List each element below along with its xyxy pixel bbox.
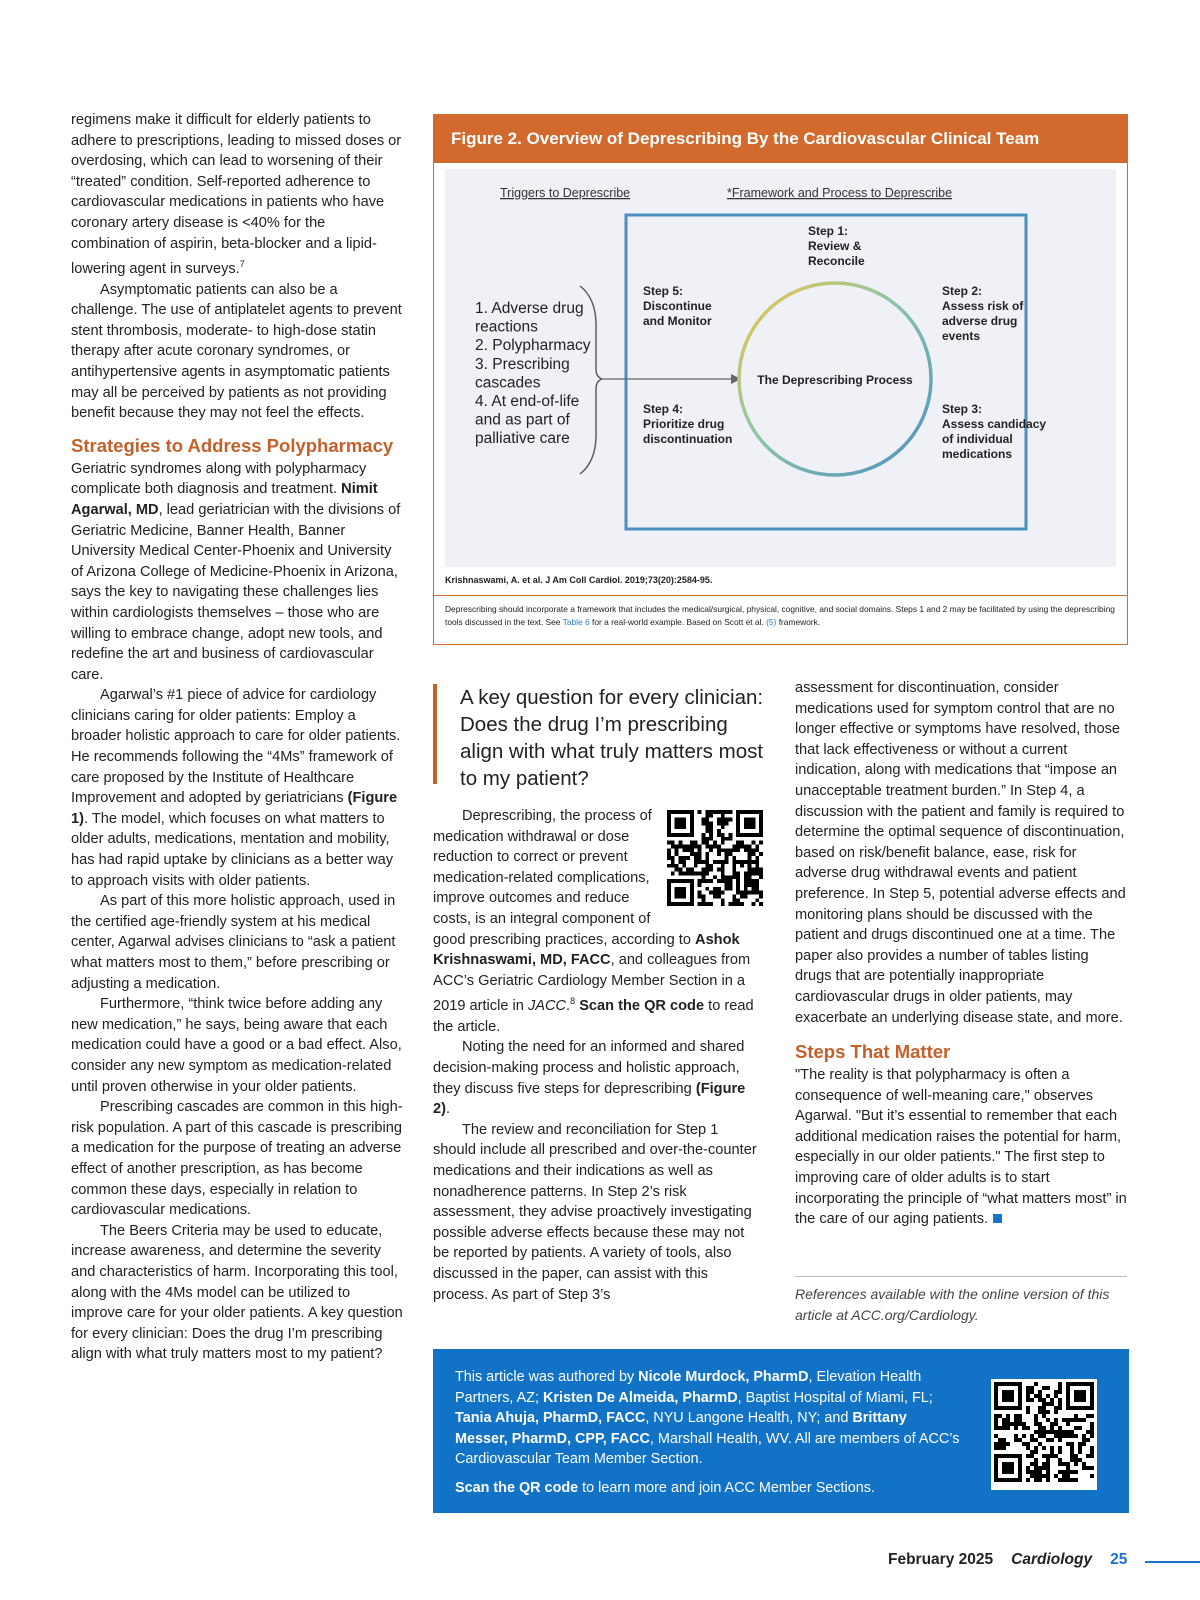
member-sections-qr-code[interactable] bbox=[991, 1379, 1097, 1490]
person-name: Ashok Krishnaswami, MD, FACC bbox=[433, 931, 740, 969]
step2-line: Step 2: bbox=[942, 284, 983, 298]
paragraph: The review and reconciliation for Step 1 should include all prescribed and over-the-counter medications and their indications as well as nonadherence patterns. In Step 2’s risk assessment, they advise proactively investigating possible adverse effects because these may not be reported by patients. A variety of tools, also discussed in the paper, can assist with this process. As part of Step 3’s bbox=[433, 1121, 757, 1303]
references-note: References available with the online version of this article at ACC.org/Cardiology. bbox=[795, 1286, 1110, 1323]
center-label: The Deprescribing Process bbox=[757, 373, 913, 387]
figure-caption: Deprescribing should incorporate a framework that includes the medical/surgical, physical, cognitive, and social domains. Steps 1 and 2 may be facilitated by using the deprescribing tools discussed in the text. See Table 6 for a real-world example. Based on Scott et al. (5) framework. bbox=[445, 604, 1115, 627]
step3-line: Assess candidacy bbox=[942, 417, 1047, 431]
section-heading: Steps That Matter bbox=[795, 1041, 951, 1063]
scan-qr-callout: Scan the QR code bbox=[579, 998, 705, 1015]
triggers-list-line: palliative care bbox=[475, 430, 570, 448]
step1-line: Step 1: bbox=[808, 224, 849, 238]
figure-divider bbox=[434, 595, 1127, 596]
member-sections-cta: Scan the QR code to learn more and join ACC Member Sections. bbox=[455, 1479, 875, 1496]
figure-2 bbox=[433, 114, 1128, 645]
deprescribing-diagram bbox=[445, 169, 1116, 567]
step4-line: Prioritize drug bbox=[643, 417, 725, 431]
paragraph: "The reality is that polypharmacy is often a consequence of well-meaning care," observes Agarwal. "But it’s essential to remember that each additional medication raises the potential for harm, especially in our older patients." The first step to improving care of older adults is to start incorporating the principle of “what matters most” in the care of our aging patients. bbox=[795, 1067, 1127, 1228]
pull-quote: A key question for every clinician: Does the drug I’m prescribing align with what truly matters most to my patient? bbox=[433, 684, 768, 784]
step-3-label bbox=[942, 402, 1046, 461]
qr-code-graphic bbox=[667, 810, 763, 906]
step3-line: medications bbox=[942, 447, 1013, 461]
triggers-list-line: 4. At end-of-life bbox=[475, 393, 580, 410]
step1-line: Reconcile bbox=[808, 254, 865, 268]
article-qr-code[interactable] bbox=[667, 810, 763, 906]
page-footer bbox=[888, 1551, 1127, 1569]
figure-citation: Krishnaswami, A. et al. J Am Coll Cardiol. 2019;73(20):2584-95. bbox=[445, 575, 713, 585]
triggers-list-line: 3. Prescribing bbox=[475, 355, 570, 373]
step-2-label bbox=[942, 284, 1024, 343]
step2-line: events bbox=[942, 329, 981, 343]
figure-title: Figure 2. Overview of Deprescribing By the Cardiovascular Clinical Team bbox=[434, 115, 1127, 163]
paragraph: Deprescribing, the process of medication withdrawal or dose reduction to correct or prevent medication-related complications, improve outcomes and reduce costs, is an integral component of good prescribing practices, according to Ashok Krishnaswami, MD, FACC, and colleagues from ACC’s Geriatric Cardiology Member Section in a 2019 article in JACC.$^8$ Scan the QR code to read the article. bbox=[433, 808, 754, 1035]
step3-line: of individual bbox=[942, 432, 1013, 446]
table-link[interactable]: Table 6 bbox=[562, 617, 590, 627]
step-5-label bbox=[643, 284, 712, 328]
footer-rule bbox=[1145, 1561, 1200, 1563]
triggers-list-line: and as part of bbox=[475, 411, 570, 429]
paragraph: Furthermore, “think twice before adding any new medication,” he says, being aware that each medication could have a good or a bad effect. Also, consider any new symptom as medication-related until proven otherwise in your older patients. bbox=[71, 996, 402, 1095]
step5-line: Step 5: bbox=[643, 284, 684, 298]
step3-line: Step 3: bbox=[942, 402, 983, 416]
section-heading: Strategies to Address Polypharmacy bbox=[71, 434, 394, 456]
triggers-list-line: 1. Adverse drug bbox=[475, 300, 584, 317]
right-column bbox=[795, 678, 1127, 1230]
left-column bbox=[71, 110, 403, 1365]
issue-date: February 2025 bbox=[888, 1551, 994, 1568]
reference-link[interactable]: (5) bbox=[766, 617, 777, 627]
paragraph: As part of this more holistic approach, used in the certified age-friendly system at his medical center, Agarwal advises clinicians to “ask a patient what matters most to them,” before prescribing or adjusting a medication. bbox=[71, 893, 396, 992]
step2-line: Assess risk of bbox=[942, 299, 1024, 313]
paragraph: Geriatric syndromes along with polypharmacy complicate both diagnosis and treatment. Nimit Agarwal, MD, lead geriatrician with the divisions of Geriatric Medicine, Banner Health, Banner University Medical Center-Phoenix and University of Arizona College of Medicine-Phoenix in Arizona, says the key to navigating these challenges lies within cardiologists themselves – those who are willing to embrace change, adopt new tools, and redefine the art and business of cardiovascular care. bbox=[71, 460, 401, 683]
framework-header: *Framework and Process to Deprescribe bbox=[727, 186, 953, 200]
figure-ref: (Figure 2) bbox=[433, 1080, 746, 1118]
figure-diagram bbox=[445, 169, 1116, 567]
page-number: 25 bbox=[1110, 1551, 1128, 1568]
paragraph: Noting the need for an informed and shared decision-making process and holistic approach, they discuss five steps for deprescribing (Figure 2). bbox=[433, 1039, 746, 1118]
paragraph: Agarwal’s #1 piece of advice for cardiology clinicians caring for older patients: Employ a broader holistic approach to care for older patients. He recommends following the “4Ms” framework of care proposed by the Institute of Healthcare Improvement and adopted by geriatricians (Figure 1). The model, which focuses on what matters to older adults, medications, mentation and mobility, has had rapid uptake by clinicians as a better way to approach visits with older patients. bbox=[71, 687, 401, 889]
paragraph: Prescribing cascades are common in this high-risk population. A part of this cascade is prescribing a medication for the purpose of treating an adverse effect of another prescription, as has become common these days, especially in relation to cardiovascular medications. bbox=[71, 1099, 403, 1219]
triggers-header: Triggers to Deprescribe bbox=[500, 186, 631, 200]
step-1-label bbox=[808, 224, 865, 268]
step4-line: discontinuation bbox=[643, 432, 733, 446]
step5-line: Discontinue bbox=[643, 299, 712, 313]
triggers-list-line: reactions bbox=[475, 318, 538, 336]
step4-line: Step 4: bbox=[643, 402, 684, 416]
authors-box bbox=[433, 1349, 1129, 1513]
figure-ref: (Figure 1) bbox=[71, 790, 398, 827]
step1-line: Review & bbox=[808, 239, 862, 253]
qr-code-graphic bbox=[994, 1382, 1094, 1482]
step2-line: adverse drug bbox=[942, 314, 1018, 328]
triggers-list-line: cascades bbox=[475, 374, 541, 392]
paragraph: Asymptomatic patients can also be a challenge. The use of antiplatelet agents to prevent stent thrombosis, moderate- to high-dose statin therapy after acute coronary syndromes, or antihypertensive agents in asymptomatic patients may all be perceived by patients as not providing benefit because they may not feel the effects. bbox=[71, 281, 402, 422]
triggers-list bbox=[475, 300, 591, 447]
step-4-label bbox=[643, 402, 732, 446]
middle-column bbox=[433, 806, 763, 1305]
step5-line: and Monitor bbox=[643, 314, 712, 328]
references-divider bbox=[795, 1276, 1127, 1277]
ref-marker: 7 bbox=[239, 259, 245, 270]
end-mark-icon bbox=[993, 1214, 1002, 1223]
magazine-name: Cardiology bbox=[1011, 1551, 1093, 1568]
person-name: Nimit Agarwal, MD bbox=[71, 481, 378, 518]
triggers-list-line: 2. Polypharmacy bbox=[475, 337, 591, 355]
paragraph: assessment for discontinuation, consider medications used for symptom control that are no longer effective or symptoms have resolved, those that lack effectiveness or without a current indication, along with medications that “impose an unacceptable treatment burden.” In Step 4, a discussion with the patient and family is required to determine the optimal sequence of discontinuation, based on risk/benefit balance, ease, risk for adverse drug withdrawal events and patient preference. In Step 5, potential adverse effects and monitoring plans should be discussed with the patient and drugs discontinued one at a time. The paper also provides a number of tables listing drugs that are potentially inappropriate cardiovascular drugs in older patients, may exacerbate an underlying disease state, and more. bbox=[795, 680, 1126, 1026]
paragraph: regimens make it difficult for elderly patients to adhere to prescriptions, leading to missed doses or overdosing, which can lead to worsening of their “treated” condition. Self-reported adherence to cardiovascular medications in patients who have coronary artery disease is <40% for the combination of aspirin, beta-blocker and a lipid-lowering agent in surveys.$^7$ bbox=[71, 112, 402, 278]
paragraph: The Beers Criteria may be used to educate, increase awareness, and determine the severity and characteristics of harm. Incorporating this tool, along with the 4Ms model can be utilized to improve care for your older patients. A key question for every clinician: Does the drug I’m prescribing align with what truly matters most to my patient? bbox=[71, 1222, 403, 1363]
authors-text: This article was authored by Nicole Murdock, PharmD, Elevation Health Partners, AZ; Kristen De Almeida, PharmD, Baptist Hospital of Miami, FL; Tania Ahuja, PharmD, FACC, NYU Langone Health, NY; and Brittany Messer, PharmD, CPP, FACC, Marshall Health, WV. All are members of ACC’s Cardiovascular Team Member Section. Scan the QR code to learn more and join ACC Member Sections. bbox=[455, 1367, 960, 1499]
